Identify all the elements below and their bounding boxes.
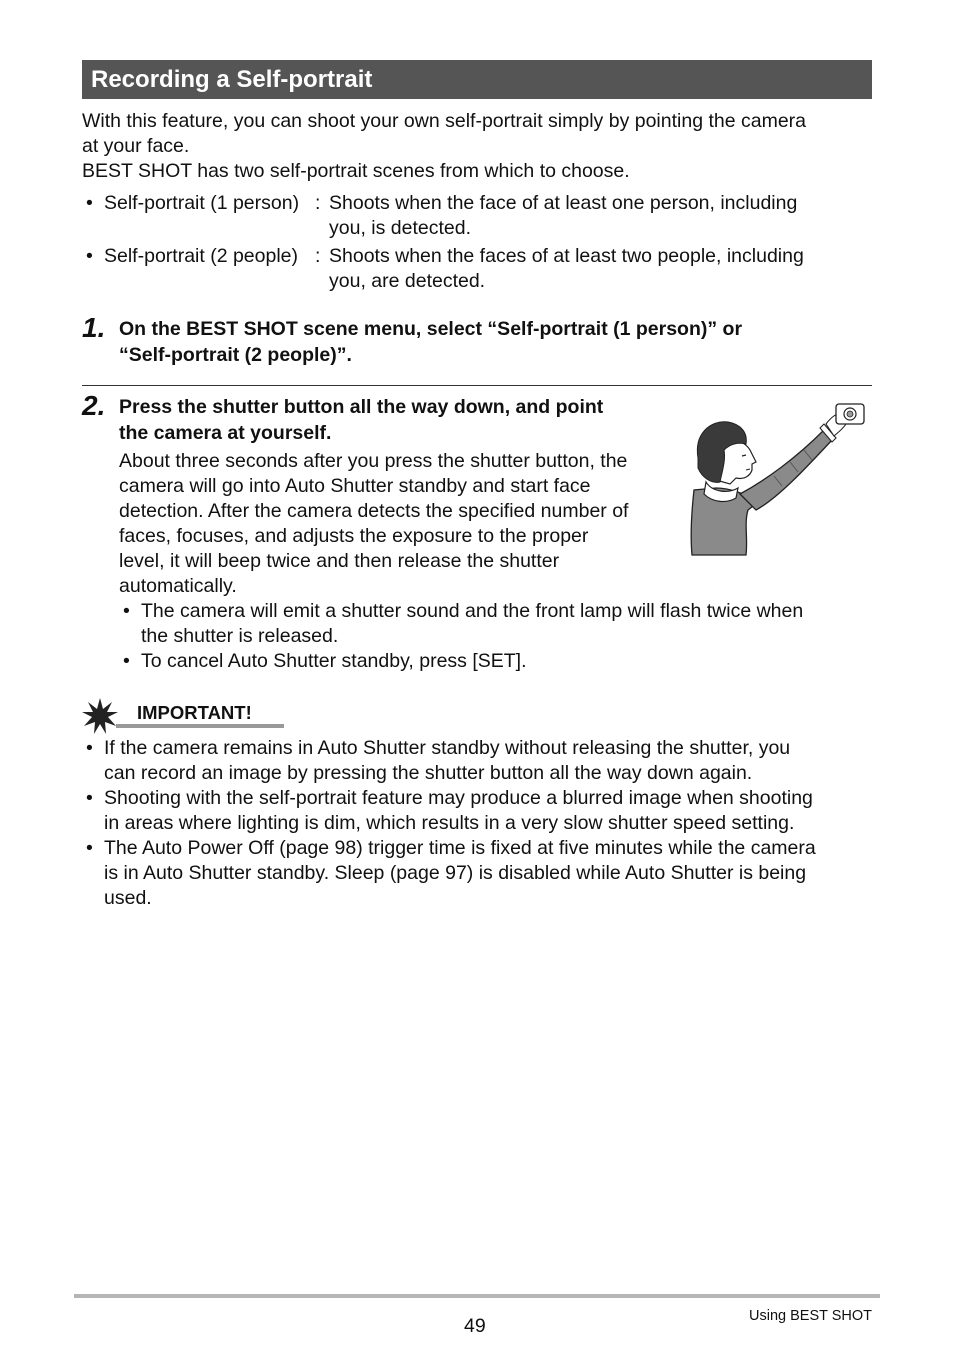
bullet: • (123, 650, 130, 672)
step-1-number: 1. (82, 312, 106, 343)
bullet: • (86, 787, 93, 809)
scene-term: Self-portrait (1 person) (104, 192, 300, 214)
footer-rule (74, 1294, 880, 1298)
step-2-body: detection. After the camera detects the specified number of (119, 500, 629, 522)
important-item: in areas where lighting is dim, which results in a very slow shutter speed setting. (104, 812, 795, 834)
step-2-body: About three seconds after you press the shutter button, the (119, 450, 628, 472)
step-divider (82, 385, 872, 386)
intro-line-3: BEST SHOT has two self-portrait scenes from which to choose. (82, 160, 630, 182)
bullet: • (86, 192, 93, 214)
step-1-text: “Self-portrait (2 people)”. (119, 344, 352, 366)
scene-separator: : (315, 192, 321, 214)
step-1-text: On the BEST SHOT scene menu, select “Self-portrait (1 person)” or (119, 318, 743, 340)
bullet: • (86, 837, 93, 859)
step-2-note: the shutter is released. (141, 625, 339, 647)
scene-desc: Shoots when the face of at least one person, including (329, 192, 798, 214)
bullet: • (123, 600, 130, 622)
step-2-note: The camera will emit a shutter sound and the front lamp will flash twice when (141, 600, 804, 622)
important-item: Shooting with the self-portrait feature may produce a blurred image when shooting (104, 787, 813, 809)
important-item: The Auto Power Off (page 98) trigger time is fixed at five minutes while the camera (104, 837, 816, 859)
scene-desc: Shoots when the faces of at least two people, including (329, 245, 804, 267)
scene-desc: you, is detected. (329, 217, 472, 239)
important-item: is in Auto Shutter standby. Sleep (page 97) is disabled while Auto Shutter is being (104, 862, 807, 884)
step-2-body: faces, focuses, and adjusts the exposure to the proper (119, 525, 589, 547)
bullet: • (86, 737, 93, 759)
burst-icon (82, 698, 118, 734)
section-title: Recording a Self-portrait (82, 60, 872, 99)
page-number: 49 (464, 1315, 486, 1337)
step-2-heading: the camera at yourself. (119, 422, 332, 444)
important-item: used. (104, 887, 152, 909)
scene-separator: : (315, 245, 321, 267)
important-item: can record an image by pressing the shutter button all the way down again. (104, 762, 753, 784)
intro-line-1: With this feature, you can shoot your own self-portrait simply by pointing the camera (82, 110, 807, 132)
important-underline (116, 724, 284, 728)
step-2-body: level, it will beep twice and then release the shutter (119, 550, 560, 572)
step-2-body: camera will go into Auto Shutter standby and start face (119, 475, 591, 497)
footer-section-label: Using BEST SHOT (749, 1308, 873, 1324)
step-2-number: 2. (82, 390, 106, 421)
step-2-body: automatically. (119, 575, 237, 597)
scene-term: Self-portrait (2 people) (104, 245, 299, 267)
self-portrait-illustration (686, 398, 870, 558)
step-2-note: To cancel Auto Shutter standby, press [SET]. (141, 650, 527, 672)
step-2-heading: Press the shutter button all the way down, and point (119, 396, 604, 418)
scene-desc: you, are detected. (329, 270, 486, 292)
bullet: • (86, 245, 93, 267)
important-item: If the camera remains in Auto Shutter standby without releasing the shutter, you (104, 737, 791, 759)
intro-line-2: at your face. (82, 135, 190, 157)
important-label: IMPORTANT! (137, 702, 252, 723)
